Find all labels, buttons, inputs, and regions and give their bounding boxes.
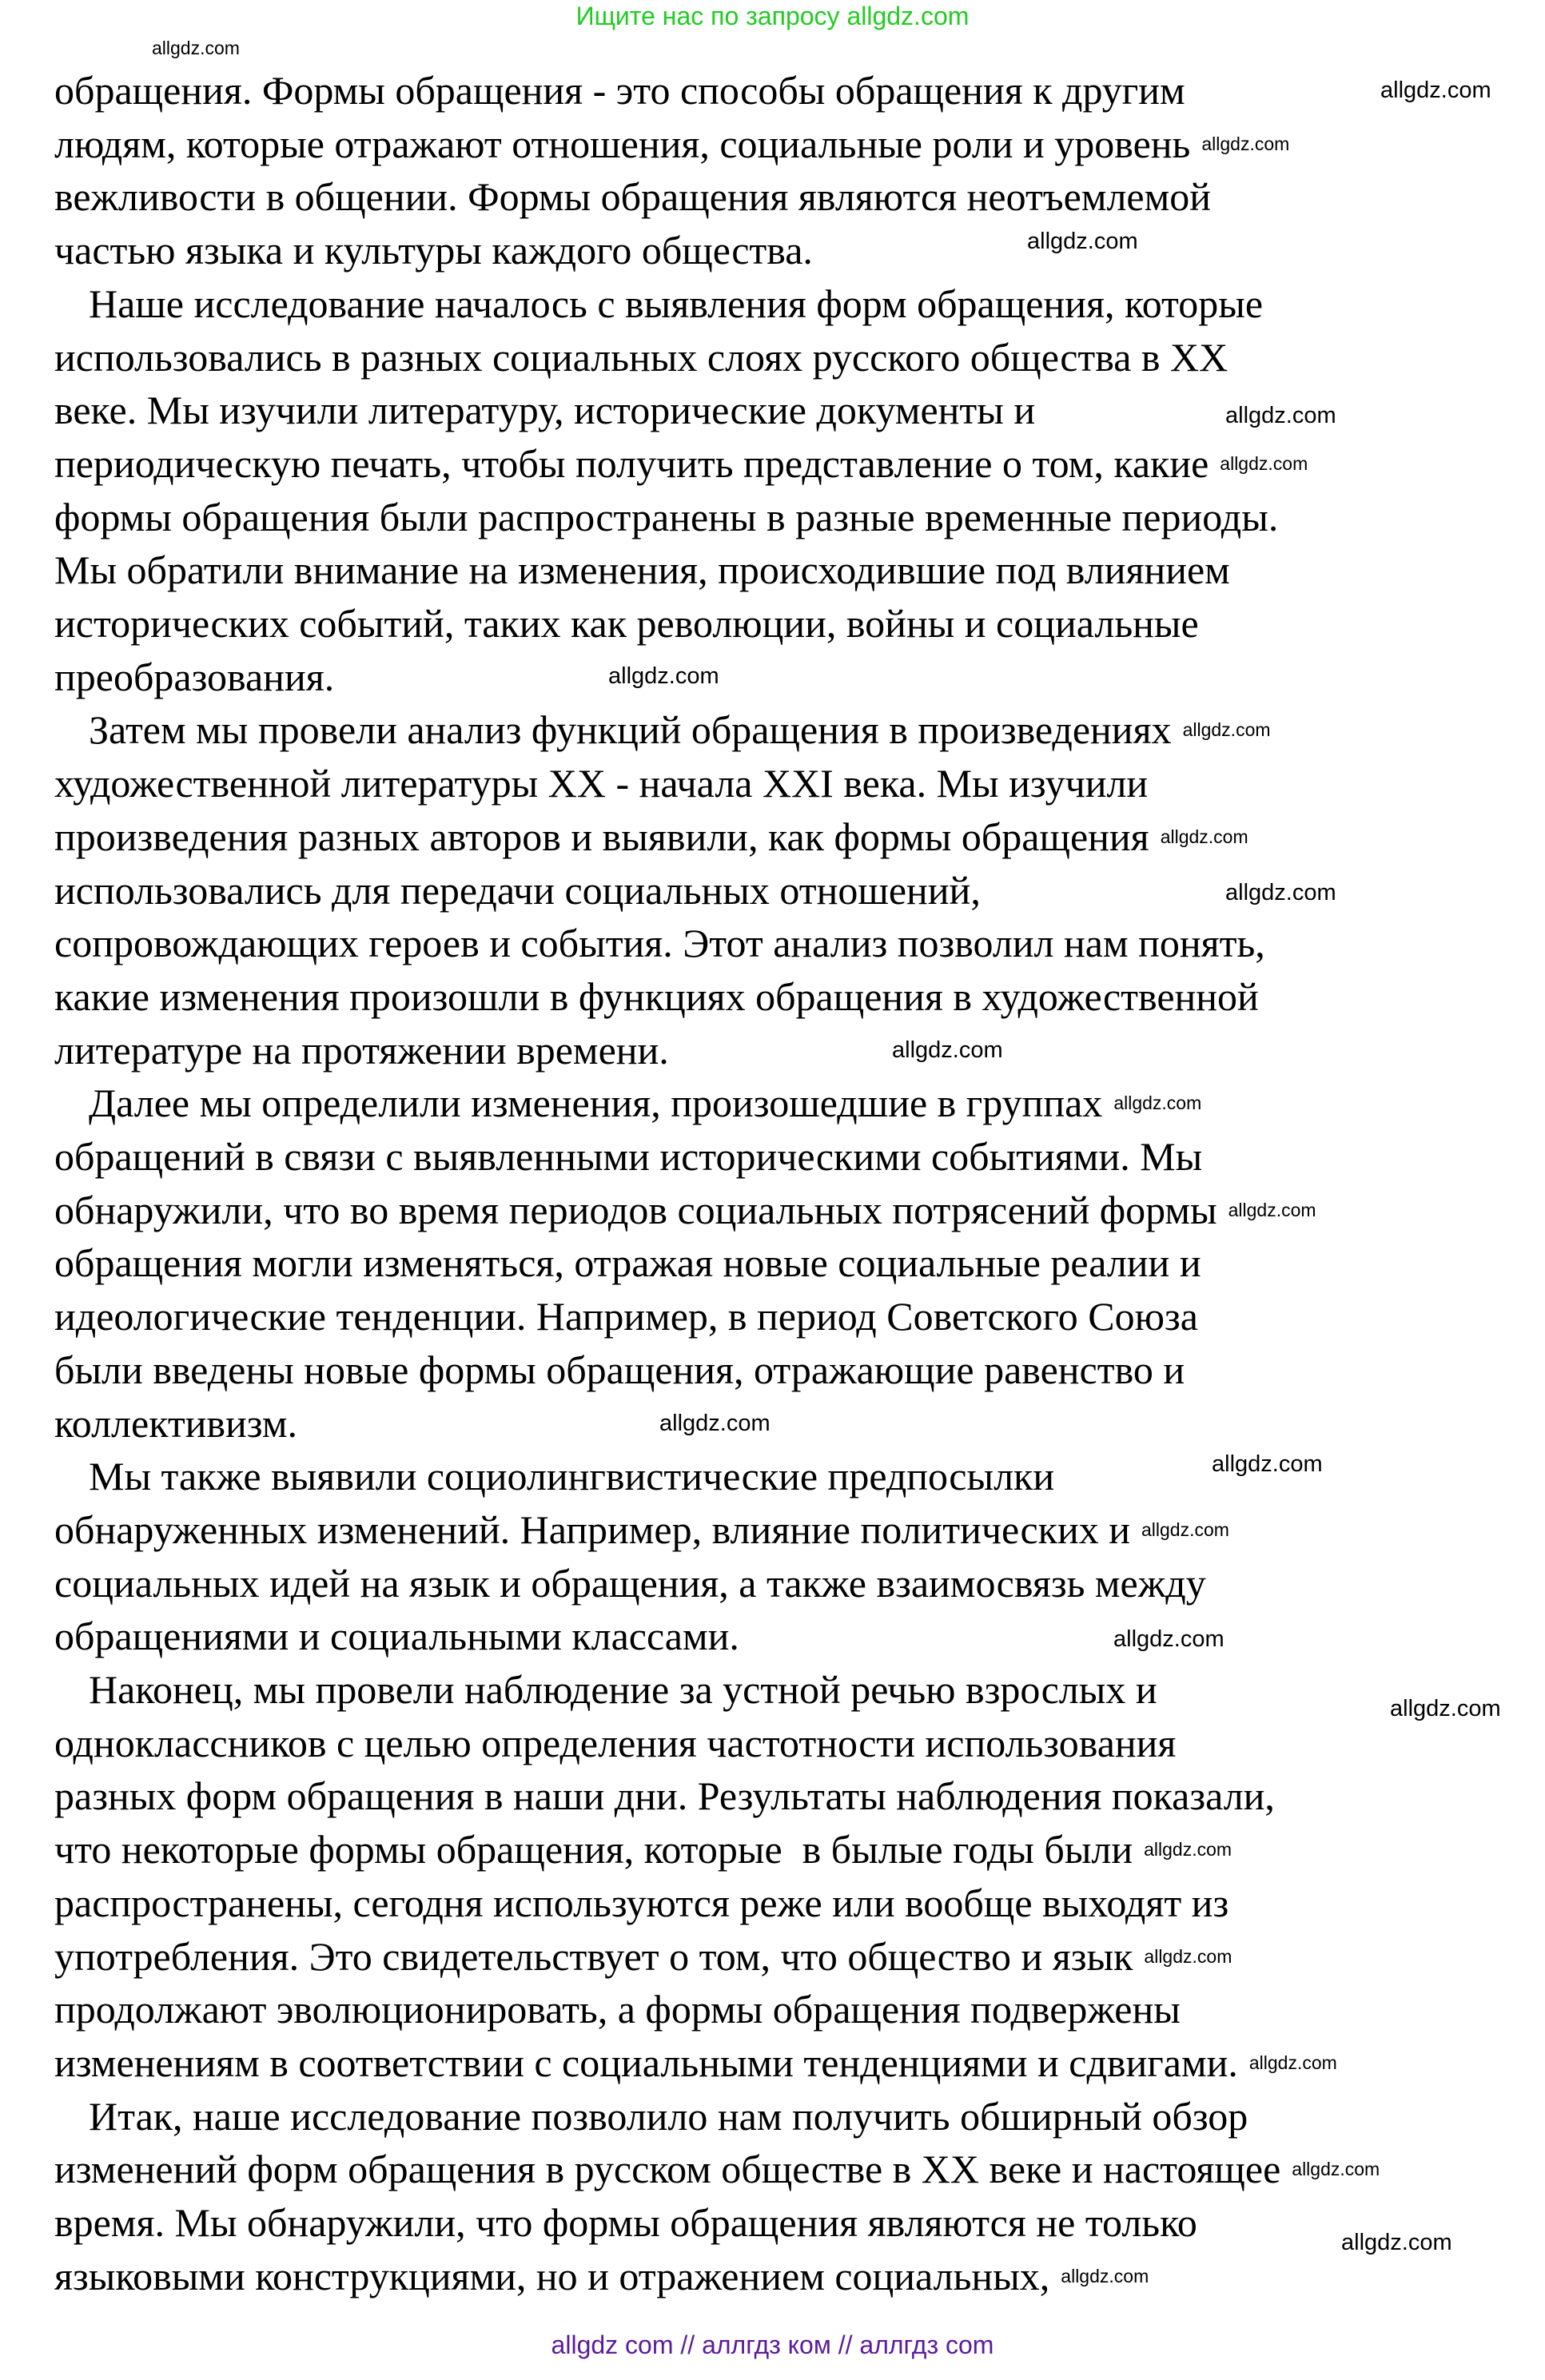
text-line: обращения могли изменяться, отражая новые социальные реалии и: [54, 1240, 1201, 1286]
watermark-text: allgdz.com: [1141, 1518, 1229, 1540]
watermark-text: allgdz.com: [608, 663, 719, 689]
watermark-text: allgdz.com: [1225, 403, 1336, 428]
text-line: обращения. Формы обращения - это способы обращения к другим: [54, 68, 1185, 113]
watermark-text: allgdz.com: [1201, 133, 1290, 154]
watermark-text: allgdz.com: [892, 1037, 1003, 1063]
text-line: языковыми конструкциями, но и отражением социальных,: [54, 2253, 1050, 2298]
text-line: обращений в связи с выявленными историческими событиями. Мы: [54, 1134, 1203, 1179]
watermark-text: allgdz.com: [152, 38, 240, 58]
text-line: разных форм обращения в наши дни. Результаты наблюдения показали,: [54, 1773, 1275, 1819]
text-line: Далее мы определили изменения, произошедшие в группах: [89, 1081, 1103, 1126]
text-line: произведения разных авторов и выявили, как формы обращения: [54, 814, 1149, 859]
watermark-text: allgdz.com: [1225, 880, 1336, 905]
text-line: формы обращения были распространены в разные временные периоды.: [54, 494, 1279, 539]
watermark-text: allgdz.com: [1027, 229, 1138, 254]
text-line: сопровождающих героев и события. Этот анализ позволил нам понять,: [54, 921, 1265, 966]
text-line: продолжают эволюционировать, а формы обращения подвержены: [54, 1987, 1181, 2032]
watermark-text: allgdz.com: [1212, 1451, 1323, 1477]
text-line: употребления. Это свидетельствует о том, что общество и язык: [54, 1933, 1133, 1979]
header-search-banner: Ищите нас по запросу allgdz.com: [575, 2, 970, 30]
watermark-text: allgdz.com: [1341, 2230, 1452, 2255]
text-line: использовались в разных социальных слоях русского общества в XX: [54, 334, 1228, 380]
text-line: вежливости в общении. Формы обращения являются неотъемлемой: [54, 174, 1212, 220]
watermark-text: allgdz.com: [1248, 2052, 1337, 2073]
text-line: преобразования.: [54, 654, 335, 699]
text-line: художественной литературы XX - начала XXI века. Мы изучили: [54, 761, 1149, 806]
watermark-text: allgdz.com: [1182, 719, 1271, 741]
text-line: Мы обратили внимание на изменения, происходившие под влиянием: [54, 547, 1230, 593]
text-line: периодическую печать, чтобы получить представление о том, какие: [54, 440, 1209, 486]
text-line: изменений форм обращения в русском обществе в XX веке и настоящее: [54, 2147, 1281, 2192]
text-line: Итак, наше исследование позволило нам получить обширный обзор: [89, 2093, 1248, 2139]
text-line: исторических событий, таких как революции, войны и социальные: [54, 601, 1199, 646]
watermark-text: allgdz.com: [1228, 1199, 1316, 1220]
text-line: коллективизм.: [54, 1400, 297, 1446]
text-line: Мы также выявили социолингвистические предпосылки: [89, 1454, 1055, 1499]
watermark-text: allgdz.com: [1144, 1945, 1232, 1967]
text-line: людям, которые отражают отношения, социальные роли и уровень: [54, 121, 1191, 166]
watermark-text: allgdz.com: [1380, 78, 1491, 103]
text-line: какие изменения произошли в функциях обращения в художественной: [54, 973, 1259, 1019]
text-line: социальных идей на язык и обращения, а также взаимосвязь между: [54, 1560, 1206, 1606]
text-line: были введены новые формы обращения, отражающие равенство и: [54, 1347, 1185, 1392]
watermark-text: allgdz.com: [1113, 1092, 1202, 1114]
text-line: обнаружили, что во время периодов социальных потрясений формы: [54, 1187, 1217, 1232]
text-line: использовались для передачи социальных отношений,: [54, 867, 981, 913]
text-line: Наше исследование началось с выявления форм обращения, которые: [89, 281, 1264, 326]
text-line: обращениями и социальными классами.: [54, 1614, 739, 1659]
watermark-text: allgdz.com: [1144, 1839, 1232, 1861]
text-line: литературе на протяжении времени.: [54, 1027, 669, 1073]
text-line: частью языка и культуры каждого общества.: [54, 228, 813, 273]
watermark-text: allgdz.com: [659, 1410, 771, 1436]
text-line: Затем мы провели анализ функций обращения в произведениях: [89, 707, 1172, 753]
text-line: обнаруженных изменений. Например, влияние политических и: [54, 1506, 1130, 1552]
watermark-text: allgdz.com: [1292, 2159, 1380, 2180]
text-line: одноклассников с целью определения частотности использования: [54, 1720, 1177, 1765]
text-line: что некоторые формы обращения, которые в былые годы были: [54, 1827, 1133, 1873]
footer-banner: allgdz com // аллгдз ком // аллгдз com: [551, 2330, 994, 2359]
text-line: идеологические тенденции. Например, в период Советского Союза: [54, 1294, 1198, 1339]
text-line: изменениям в соответствии с социальными тенденциями и сдвигами.: [54, 2040, 1238, 2085]
watermark-text: allgdz.com: [1160, 826, 1248, 847]
watermark-text: allgdz.com: [1220, 452, 1308, 474]
text-line: время. Мы обнаружили, что формы обращения являются не только: [54, 2200, 1197, 2245]
text-line: веке. Мы изучили литературу, исторические документы и: [54, 388, 1036, 433]
watermark-text: allgdz.com: [1113, 1626, 1224, 1652]
watermark-text: allgdz.com: [1390, 1696, 1501, 1721]
text-line: Наконец, мы провели наблюдение за устной речью взрослых и: [89, 1667, 1157, 1712]
text-line: распространены, сегодня используются реже или вообще выходят из: [54, 1880, 1229, 1925]
watermark-text: allgdz.com: [1061, 2265, 1149, 2286]
